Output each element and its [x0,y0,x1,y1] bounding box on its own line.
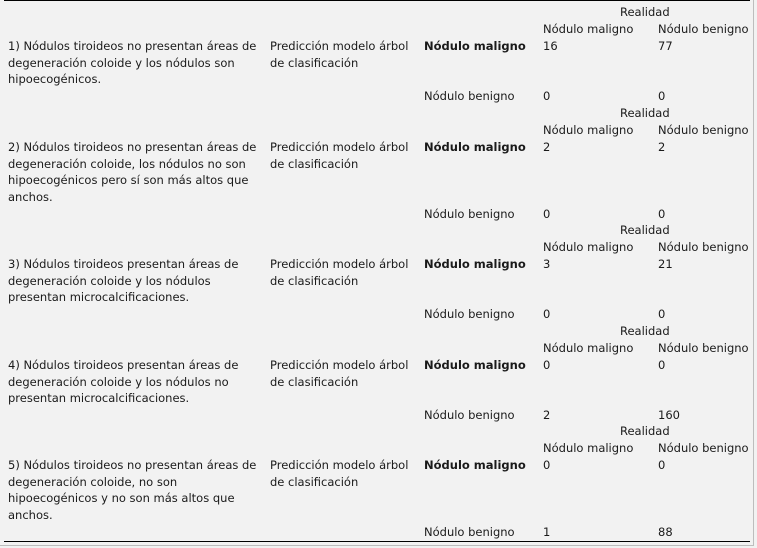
table-bottom-rule [4,541,750,542]
condition-text: 5) Nódulos tiroideos no presentan áreas de degeneración coloide, no son hipoecogénicos y no son más altos que anchos. [8,458,257,522]
pred-benigno-label: Nódulo benigno [424,89,515,103]
cell-maligno-benigno: 77 [658,39,673,53]
prediction-label: Predicción modelo árbol de clasificación [270,39,409,70]
condition-text: 4) Nódulos tiroideos presentan áreas de degeneración coloide y los nódulos no presentan microcalcificaciones. [8,358,239,405]
pred-maligno-label: Nódulo maligno [424,39,526,53]
col-header-maligno: Nódulo maligno [543,123,634,137]
cell-maligno-benigno: 21 [658,257,673,271]
condition-text: 3) Nódulos tiroideos presentan áreas de degeneración coloide y los nódulos presentan microcalcificaciones. [8,257,239,304]
prediction-label: Predicción modelo árbol de clasificación [270,140,409,171]
realidad-header: Realidad [620,324,670,338]
col-header-maligno: Nódulo maligno [543,240,634,254]
table-top-rule [4,0,750,1]
cell-benigno-benigno: 0 [658,307,666,321]
pred-maligno-label: Nódulo maligno [424,458,526,472]
pred-maligno-label: Nódulo maligno [424,358,526,372]
cell-benigno-maligno: 1 [543,525,551,539]
cell-benigno-maligno: 0 [543,307,551,321]
cell-benigno-maligno: 0 [543,207,551,221]
cell-maligno-benigno: 0 [658,458,666,472]
cell-maligno-maligno: 2 [543,140,551,154]
cell-maligno-benigno: 2 [658,140,666,154]
col-header-maligno: Nódulo maligno [543,22,634,36]
realidad-header: Realidad [620,106,670,120]
col-header-maligno: Nódulo maligno [543,341,634,355]
pred-benigno-label: Nódulo benigno [424,207,515,221]
cell-benigno-benigno: 0 [658,89,666,103]
col-header-benigno: Nódulo benigno [658,22,749,36]
cell-benigno-benigno: 88 [658,525,673,539]
cell-maligno-benigno: 0 [658,358,666,372]
prediction-label: Predicción modelo árbol de clasificación [270,358,409,389]
pred-maligno-label: Nódulo maligno [424,140,526,154]
realidad-header: Realidad [620,5,670,19]
pred-maligno-label: Nódulo maligno [424,257,526,271]
pred-benigno-label: Nódulo benigno [424,307,515,321]
cell-maligno-maligno: 3 [543,257,551,271]
col-header-maligno: Nódulo maligno [543,441,634,455]
cell-benigno-maligno: 2 [543,408,551,422]
cell-maligno-maligno: 0 [543,458,551,472]
col-header-benigno: Nódulo benigno [658,123,749,137]
prediction-label: Predicción modelo árbol de clasificación [270,458,409,489]
cell-maligno-maligno: 16 [543,39,558,53]
col-header-benigno: Nódulo benigno [658,240,749,254]
cell-maligno-maligno: 0 [543,358,551,372]
condition-text: 1) Nódulos tiroideos no presentan áreas de degeneración coloide y los nódulos son hipoecogénicos. [8,39,257,86]
realidad-header: Realidad [620,223,670,237]
col-header-benigno: Nódulo benigno [658,441,749,455]
cell-benigno-benigno: 0 [658,207,666,221]
condition-text: 2) Nódulos tiroideos no presentan áreas de degeneración coloide, los nódulos no son hipoecogénicos pero sí son más altos que anchos. [8,140,257,204]
cell-benigno-maligno: 0 [543,89,551,103]
pred-benigno-label: Nódulo benigno [424,525,515,539]
col-header-benigno: Nódulo benigno [658,341,749,355]
prediction-label: Predicción modelo árbol de clasificación [270,257,409,288]
pred-benigno-label: Nódulo benigno [424,408,515,422]
realidad-header: Realidad [620,424,670,438]
cell-benigno-benigno: 160 [658,408,680,422]
